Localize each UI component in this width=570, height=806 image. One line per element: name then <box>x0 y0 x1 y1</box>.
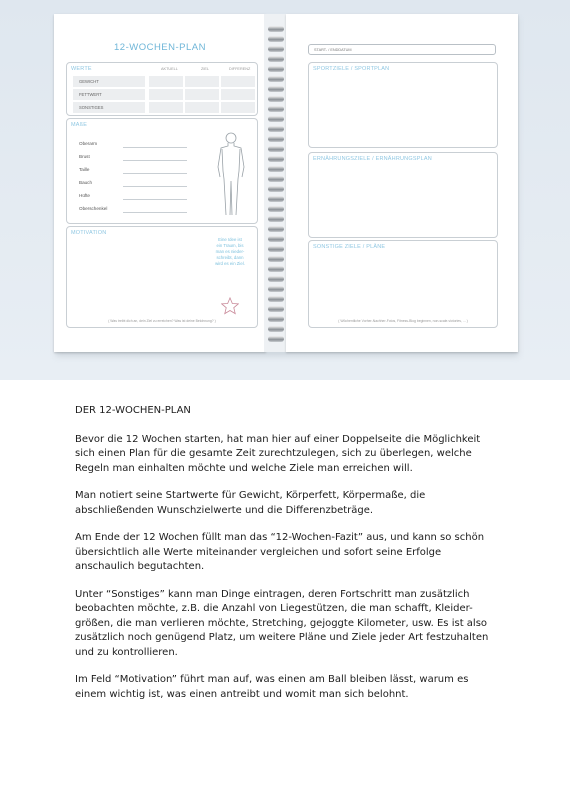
planner-left-page <box>54 14 266 352</box>
sport-title: SPORTZIELE / SPORTPLAN <box>313 66 390 72</box>
spiral-ring <box>268 146 284 152</box>
werte-cell <box>185 102 219 113</box>
werte-box <box>66 62 258 116</box>
werte-cell <box>221 102 255 113</box>
motivation-quote: Eine Idee ist ein Traum, bis man es nieder-schreibt, dann wird es ein Ziel. <box>215 237 245 266</box>
paragraph: Bevor die 12 Wochen starten, hat man hier auf einer Doppelseite die Möglichkeit sich einen Plan für die gesamte Zeit zurechtzulegen, sich zu überlegen, welche Regeln man einhalten möchte und welche Ziele man erreichen will. <box>75 433 481 474</box>
motivation-title: MOTIVATION <box>71 230 107 236</box>
date-field: START- / ENDDATUM <box>308 44 496 55</box>
spiral-ring <box>268 226 284 232</box>
measure-line <box>123 160 187 161</box>
spiral-ring <box>268 46 284 52</box>
spiral-ring <box>268 176 284 182</box>
werte-cell <box>149 76 183 87</box>
sonstige-title: SONSTIGE ZIELE / PLÄNE <box>313 244 386 250</box>
spiral-ring <box>268 266 284 272</box>
measure-line <box>123 173 187 174</box>
spiral-ring <box>268 296 284 302</box>
spiral-ring <box>268 156 284 162</box>
spiral-ring <box>268 256 284 262</box>
werte-cell <box>149 89 183 100</box>
measure-line <box>123 212 187 213</box>
werte-cell <box>221 89 255 100</box>
spiral-ring <box>268 126 284 132</box>
spiral-ring <box>268 336 284 342</box>
spiral-ring <box>268 206 284 212</box>
spiral-ring <box>268 286 284 292</box>
spiral-ring <box>268 136 284 142</box>
document-heading: DER 12-WOCHEN-PLAN <box>75 405 191 416</box>
spiral-ring <box>268 36 284 42</box>
measure-label: Bauch <box>79 180 93 185</box>
spiral-ring <box>268 56 284 62</box>
body-outline-icon <box>213 131 249 217</box>
werte-cell <box>221 76 255 87</box>
planner-right-page <box>286 14 518 352</box>
measure-label: Taille <box>79 167 90 172</box>
werte-row-label: GEWICHT <box>73 76 145 87</box>
motivation-footer: ( Was treibt dich an, dein Ziel zu erreichen? Was ist deine Belohnung? ) <box>108 319 216 323</box>
spiral-ring <box>268 216 284 222</box>
spiral-ring <box>268 276 284 282</box>
paragraph: Unter “Sonstiges” kann man Dinge eintragen, deren Fortschritt man zusätzlich beobachten möchte, z.B. die Anzahl von Liegestützen, die man schafft, Kleider-größen, die man verlieren möchte, Stretching, gejoggte Kilometer, usw. Es ist also zusätzlich noch genügend Platz, um weitere Pläne und Ziele jeder Art festzuhalten und zu kontrollieren. <box>75 588 489 658</box>
sonstige-footer: ( Wöchentliche Vorher-Nachher-Fotos, Fitness-Blog beginnen, non-scale-victories, ... ) <box>338 319 468 323</box>
measure-label: Oberarm <box>79 141 98 146</box>
description-text <box>75 404 495 715</box>
paragraph: Am Ende der 12 Wochen füllt man das “12-Wochen-Fazit” aus, und kann so schön übersichtlich alle Werte miteinander vergleichen und sofort seine Erfolge anschaulich begutachten. <box>75 532 485 572</box>
spiral-ring <box>268 96 284 102</box>
measure-label: Hüfte <box>79 193 90 198</box>
spiral-ring <box>268 246 284 252</box>
spiral-ring <box>268 326 284 332</box>
spiral-ring <box>268 236 284 242</box>
spiral-ring <box>268 196 284 202</box>
motivation-box <box>66 226 258 328</box>
paragraph: Man notiert seine Startwerte für Gewicht, Körperfett, Körpermaße, die abschließenden Wunschzielwerte und die Differenzbeträge. <box>75 490 426 516</box>
spiral-ring <box>268 316 284 322</box>
masse-box <box>66 118 258 224</box>
ernaehrung-title: ERNÄHRUNGSZIELE / ERNÄHRUNGSPLAN <box>313 156 432 162</box>
column-header: AKTUELL <box>161 67 178 71</box>
sonstige-box <box>308 240 498 328</box>
werte-cell <box>149 102 183 113</box>
spiral-binding <box>264 14 288 352</box>
column-header: DIFFERENZ <box>229 67 251 71</box>
spiral-ring <box>268 186 284 192</box>
measure-line <box>123 147 187 148</box>
plan-title: 12-WOCHEN-PLAN <box>114 42 206 53</box>
spiral-ring <box>268 306 284 312</box>
column-header: ZIEL <box>201 67 210 71</box>
measure-line <box>123 199 187 200</box>
paragraph: Im Feld “Motivation” führt man auf, was einen am Ball bleiben lässt, warum es einem wichtig ist, was einen antreibt und womit man sich belohnt. <box>75 674 469 700</box>
sport-box <box>308 62 498 148</box>
measure-line <box>123 186 187 187</box>
measure-label: Oberschenkel <box>79 206 108 211</box>
spiral-ring <box>268 86 284 92</box>
spiral-ring <box>268 66 284 72</box>
werte-row-label: SONSTIGES <box>73 102 145 113</box>
spiral-ring <box>268 76 284 82</box>
masse-title: MAßE <box>71 122 88 128</box>
planner-photo <box>0 0 570 380</box>
werte-title: WERTE <box>71 66 92 72</box>
spiral-ring <box>268 166 284 172</box>
werte-cell <box>185 76 219 87</box>
ernaehrung-box <box>308 152 498 238</box>
werte-row-label: FETTWERT <box>73 89 145 100</box>
spiral-ring <box>268 106 284 112</box>
spiral-ring <box>268 116 284 122</box>
measure-label: Brust <box>79 154 90 159</box>
star-icon <box>221 297 239 315</box>
spiral-ring <box>268 26 284 32</box>
werte-cell <box>185 89 219 100</box>
